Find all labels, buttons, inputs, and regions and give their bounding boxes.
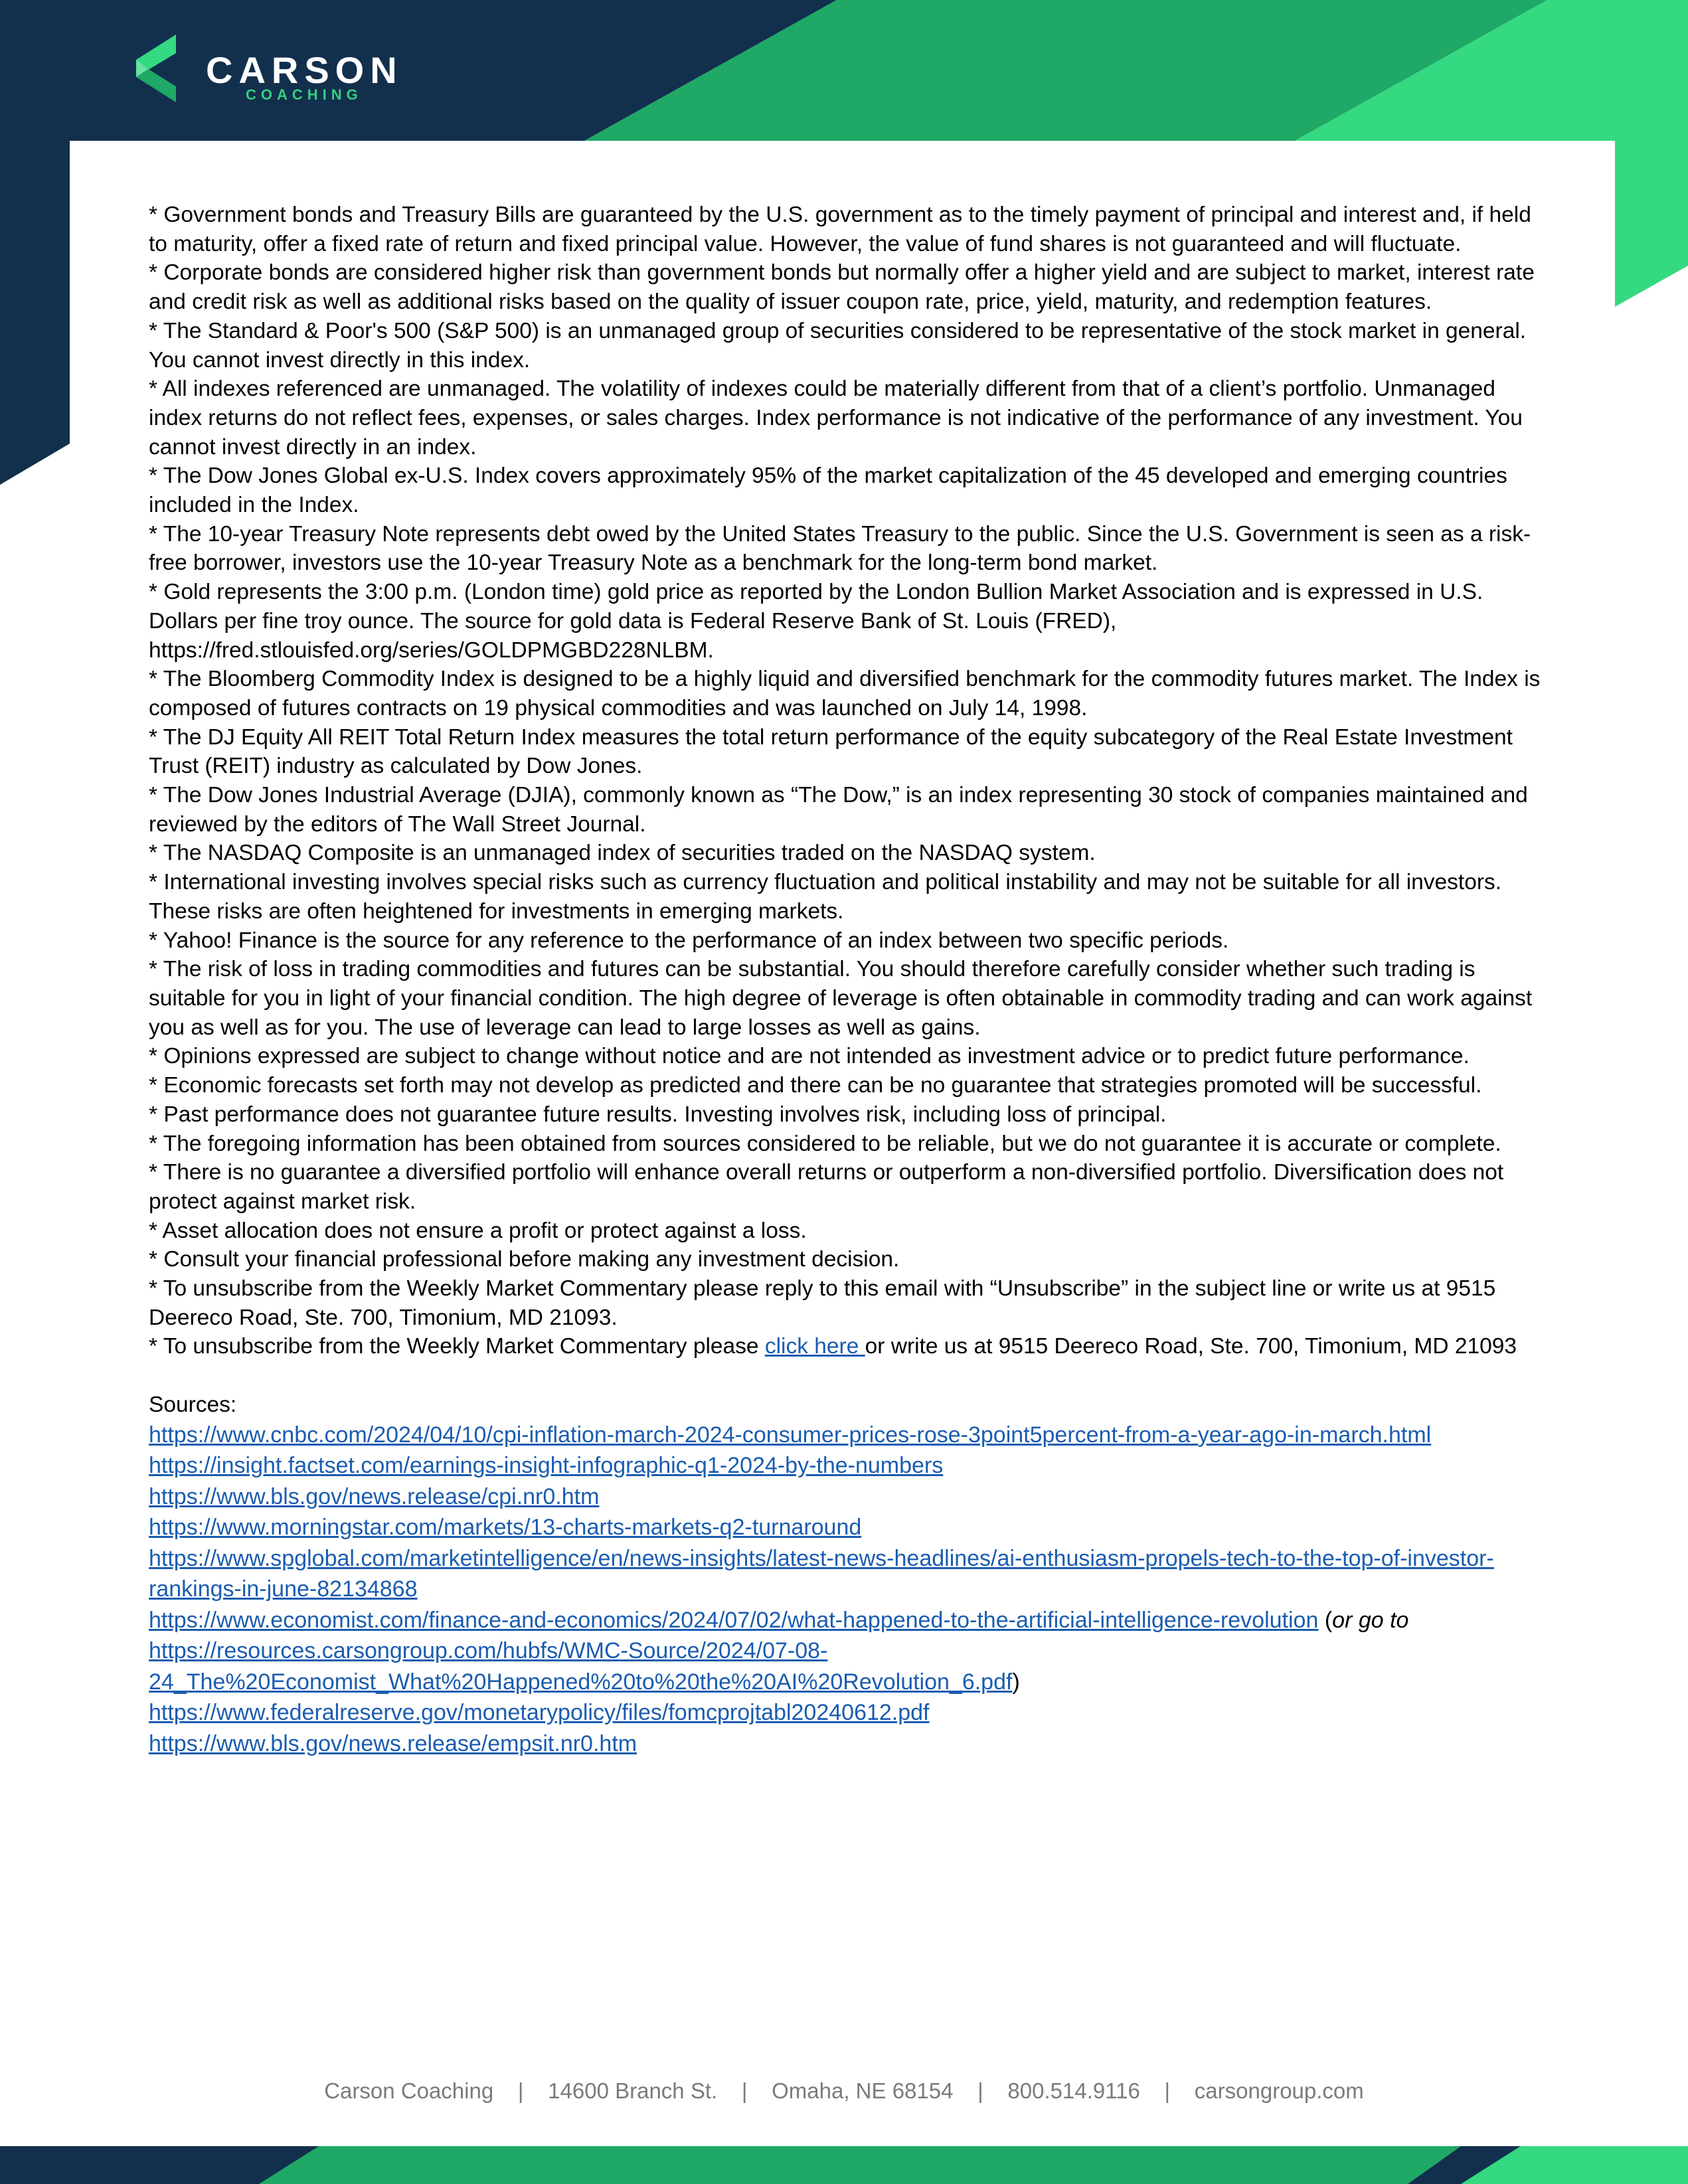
disclosure-item: * The Standard & Poor's 500 (S&P 500) is an unmanaged group of securities considered to be representative of the stock market in general. You cannot invest directly in this index. bbox=[149, 318, 1527, 373]
footer-green-stripe-dark bbox=[259, 2146, 1461, 2184]
disclosure-item: * The foregoing information has been obtained from sources considered to be reliable, but we do not guarantee it is accurate or complete. bbox=[149, 1131, 1501, 1156]
source-link[interactable]: https://www.morningstar.com/markets/13-charts-markets-q2-turnaround bbox=[149, 1515, 862, 1541]
logo-subtitle: COACHING bbox=[246, 86, 363, 103]
source-link[interactable]: https://www.cnbc.com/2024/04/10/cpi-inflation-march-2024-consumer-prices-rose-3point5percent-from-a-year-ago-in-march.html bbox=[149, 1422, 1432, 1448]
or-go-to-text: or go to bbox=[1332, 1607, 1409, 1633]
logo-wordmark: CARSON bbox=[206, 49, 403, 91]
disclosure-item: * To unsubscribe from the Weekly Market Commentary please reply to this email with “Unsubscribe” in the subject line or write us at 9515 Deereco Road, Ste. 700, Timonium, MD 21093. bbox=[149, 1276, 1496, 1330]
disclosure-item: * Government bonds and Treasury Bills are guaranteed by the U.S. government as to the timely payment of principal and interest and, if held to maturity, offer a fixed rate of return and fixed principal value. However, the value of fund shares is not guaranteed and will fluctuate. bbox=[149, 203, 1531, 256]
sources-heading: Sources: bbox=[149, 1392, 237, 1417]
disclosures-body bbox=[149, 201, 1550, 1759]
disclosure-item: * Consult your financial professional before making any investment decision. bbox=[149, 1247, 900, 1272]
source-link[interactable]: https://insight.factset.com/earnings-insight-infographic-q1-2024-by-the-numbers bbox=[149, 1453, 944, 1479]
disclosure-item: * International investing involves special risks such as currency fluctuation and political instability and may not be suitable for all investors. These risks are often heightened for investments in emerging markets. bbox=[149, 870, 1502, 924]
disclosure-item: * The risk of loss in trading commodities and futures can be substantial. You should therefore carefully consider whether such trading is suitable for you in light of your financial condition. The high degree of leverage is often obtainable in commodity trading and can work against you as well as for you. The use of leverage can lead to large losses as well as gains. bbox=[149, 957, 1533, 1040]
disclosure-unsubscribe: * To unsubscribe from the Weekly Market Commentary please click here or write us at 9515 Deereco Road, Ste. 700, Timonium, MD 21093 bbox=[149, 1334, 1517, 1359]
carson-logo-mark-icon bbox=[136, 35, 183, 105]
disclosure-item: * Opinions expressed are subject to change without notice and are not intended as investment advice or to predict future performance. bbox=[149, 1044, 1470, 1069]
disclosure-item: * Corporate bonds are considered higher risk than government bonds but normally offer a higher yield and are subject to market, interest rate and credit risk as well as additional risks based on the quality of issuer coupon rate, price, yield, maturity, and redemption features. bbox=[149, 260, 1535, 315]
sources-list bbox=[149, 1420, 1550, 1760]
disclosure-list bbox=[149, 201, 1550, 1332]
source-link-carson-pdf[interactable]: https://resources.carsongroup.com/hubfs/WMC-Source/2024/07-08-24_The%20Economist_What%20Happened%20to%20the%20AI%20Revolution_6.pdf bbox=[149, 1638, 1013, 1695]
footer-separator: | bbox=[977, 2078, 983, 2103]
click-here-link[interactable]: click here bbox=[764, 1334, 865, 1359]
footer-separator: | bbox=[741, 2078, 748, 2103]
disclosure-item: * The 10-year Treasury Note represents debt owed by the United States Treasury to the public. Since the U.S. Government is seen as a risk-free borrower, investors use the 10-year Treasury Note as a benchmark for the long-term bond market. bbox=[149, 521, 1531, 576]
disclosure-item: * Economic forecasts set forth may not develop as predicted and there can be no guarantee that strategies promoted will be successful. bbox=[149, 1073, 1482, 1098]
disclosure-item: * Past performance does not guarantee future results. Investing involves risk, including loss of principal. bbox=[149, 1102, 1167, 1127]
source-link-economist[interactable]: https://www.economist.com/finance-and-economics/2024/07/02/what-happened-to-the-artificial-intelligence-revolution bbox=[149, 1607, 1319, 1633]
disclosure-item: * The Dow Jones Industrial Average (DJIA), commonly known as “The Dow,” is an index representing 30 stock of companies maintained and reviewed by the editors of The Wall Street Journal. bbox=[149, 783, 1528, 837]
disclosure-item: * Gold represents the 3:00 p.m. (London time) gold price as reported by the London Bullion Market Association and is expressed in U.S. Dollars per fine troy ounce. The source for gold data is Federal Reserve Bank of St. Louis (FRED), https://fred.stlouisfed.org/series/GOLDPMGBD228NLBM. bbox=[149, 580, 1483, 663]
footer-separator: | bbox=[1164, 2078, 1171, 2103]
footer-website: carsongroup.com bbox=[1194, 2078, 1364, 2103]
disclosure-item: * The Bloomberg Commodity Index is designed to be a highly liquid and diversified benchmark for the commodity futures market. The Index is composed of futures contracts on 19 physical commodities and was launched on July 14, 1998. bbox=[149, 667, 1541, 720]
economist-source-line: https://www.economist.com/finance-and-economics/2024/07/02/what-happened-to-the-artificial-intelligence-revolution (or go to https://resources.carsongroup.com/hubfs/WMC-Source/2024/07-08-24_The%20Economist_What%20Happened%20to%20the%20AI%20Revolution_6.pdf) bbox=[149, 1607, 1409, 1695]
footer-separator: | bbox=[517, 2078, 524, 2103]
disclosure-item: * The Dow Jones Global ex-U.S. Index covers approximately 95% of the market capitalization of the 45 developed and emerging countries included in the Index. bbox=[149, 463, 1507, 518]
disclosure-item: * There is no guarantee a diversified portfolio will enhance overall returns or outperform a non-diversified portfolio. Diversification does not protect against market risk. bbox=[149, 1160, 1504, 1214]
disclosure-item: * Asset allocation does not ensure a profit or protect against a loss. bbox=[149, 1218, 807, 1243]
disclosure-item: * Yahoo! Finance is the source for any reference to the performance of an index between two specific periods. bbox=[149, 928, 1229, 953]
footer-contact bbox=[0, 2078, 1688, 2104]
disclosure-item: * All indexes referenced are unmanaged. The volatility of indexes could be materially different from that of a client’s portfolio. Unmanaged index returns do not reflect fees, expenses, or sales charges. Index performance is not indicative of the performance of any investment. You cannot invest directly in an index. bbox=[149, 377, 1523, 460]
footer-city: Omaha, NE 68154 bbox=[772, 2078, 954, 2103]
source-link[interactable]: https://www.spglobal.com/marketintelligence/en/news-insights/latest-news-headlines/ai-enthusiasm-propels-tech-to-the-top-of-investor-rankings-in-june-82134868 bbox=[149, 1545, 1494, 1602]
disclosure-item: * The DJ Equity All REIT Total Return Index measures the total return performance of the equity subcategory of the Real Estate Investment Trust (REIT) industry as calculated by Dow Jones. bbox=[149, 724, 1513, 779]
footer-phone: 800.514.9116 bbox=[1007, 2078, 1140, 2103]
footer-address: 14600 Branch St. bbox=[548, 2078, 718, 2103]
source-link[interactable]: https://www.bls.gov/news.release/cpi.nr0.htm bbox=[149, 1483, 600, 1509]
source-link[interactable]: https://www.bls.gov/news.release/empsit.nr0.htm bbox=[149, 1730, 637, 1756]
footer-company: Carson Coaching bbox=[324, 2078, 494, 2103]
source-link[interactable]: https://www.federalreserve.gov/monetarypolicy/files/fomcprojtabl20240612.pdf bbox=[149, 1700, 930, 1726]
disclosure-item: * The NASDAQ Composite is an unmanaged index of securities traded on the NASDAQ system. bbox=[149, 841, 1096, 866]
